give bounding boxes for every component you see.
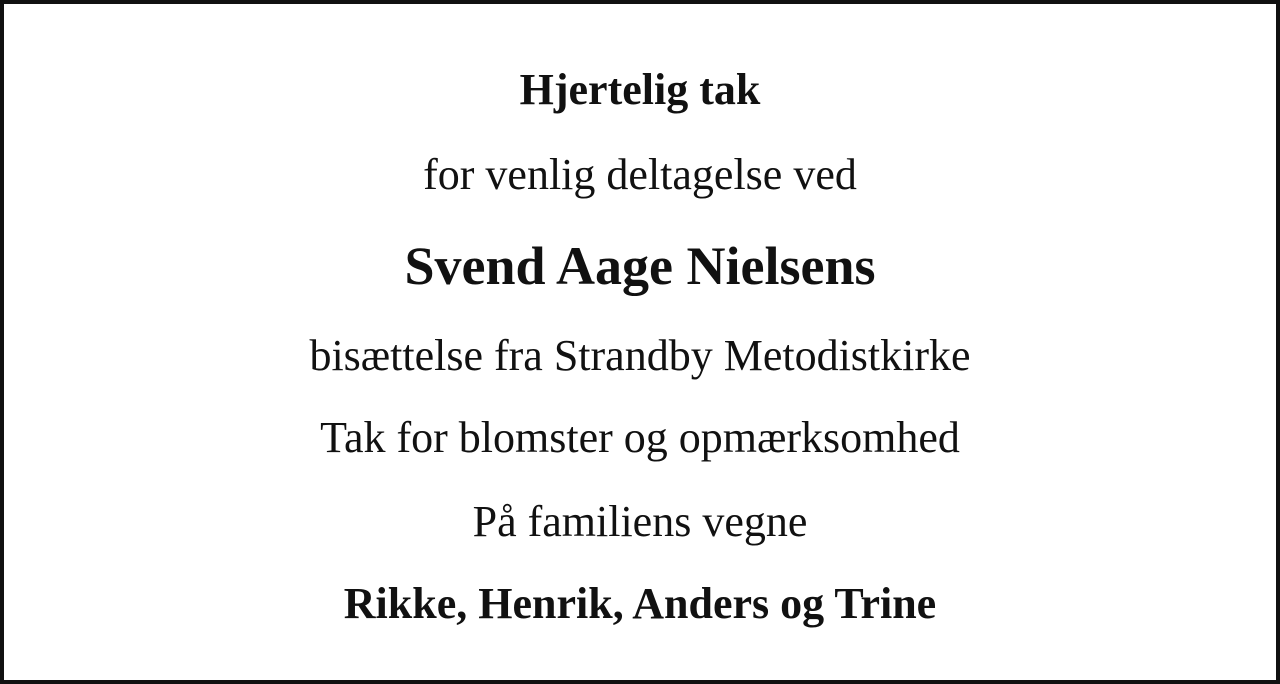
signatories: Rikke, Henrik, Anders og Trine — [343, 579, 937, 628]
deceased-name: Svend Aage Nielsens — [404, 236, 876, 296]
family-line: På familiens vegne — [472, 497, 808, 546]
thanks-line: Tak for blomster og opmærksomhed — [320, 413, 960, 462]
funeral-location-line: bisættelse fra Strandby Metodistkirke — [309, 331, 971, 380]
participation-line: for venlig deltagelse ved — [423, 150, 857, 199]
notice-heading: Hjertelig tak — [519, 65, 761, 114]
